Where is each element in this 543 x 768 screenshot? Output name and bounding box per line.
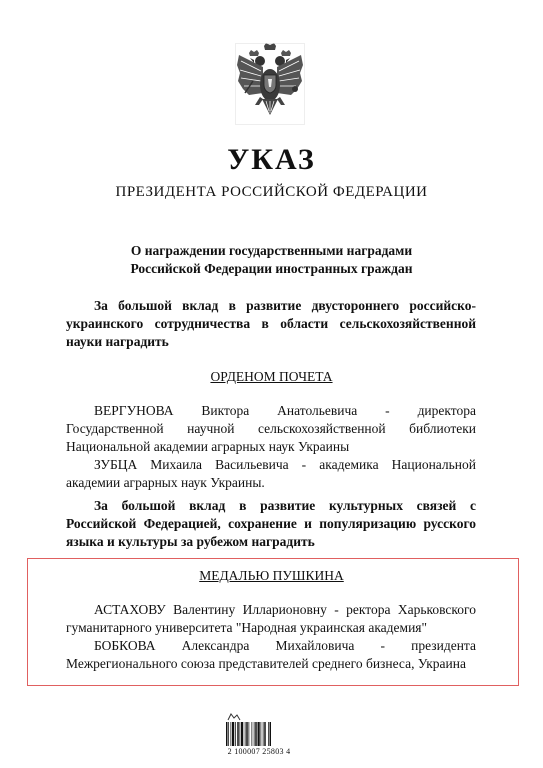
publisher-logo-icon <box>227 713 241 721</box>
recipient-paragraph: ЗУБЦА Михаила Васильевича - академика Национальной академии аграрных наук Украины. <box>66 457 476 490</box>
recipient-paragraph: БОБКОВА Александра Михайловича - президента Межрегионального союза представителей среднего бизнеса, Украина <box>66 638 476 671</box>
document-subtitle: ПРЕЗИДЕНТА РОССИЙСКОЙ ФЕДЕРАЦИИ <box>115 184 428 200</box>
recipient-paragraph: АСТАХОВУ Валентину Илларионовну - ректора Харьковского гуманитарного университета "Народная украинская академия" <box>66 602 476 635</box>
decree-heading-line: Российской Федерации иностранных граждан <box>130 261 413 276</box>
award-title: ОРДЕНОМ ПОЧЕТА <box>210 369 333 384</box>
coat-of-arms-icon <box>235 43 305 125</box>
barcode-icon <box>226 722 284 746</box>
document-title: УКАЗ <box>227 143 316 176</box>
decree-heading-line: О награждении государственными наградами <box>130 243 413 258</box>
recipient-paragraph: ВЕРГУНОВА Виктора Анатольевича - директора Государственной научной сельскохозяйственной библиотеки Национальной академии аграрных наук Украины <box>66 403 476 454</box>
decree-heading <box>0 242 543 278</box>
award-title: МЕДАЛЬЮ ПУШКИНА <box>199 568 344 583</box>
award-reason-paragraph: За большой вклад в развитие двустороннего российско-украинского сотрудничества в области сельскохозяйственной науки наградить <box>66 298 476 349</box>
barcode-number: 2 100007 25803 4 <box>227 747 291 756</box>
award-reason-paragraph: За большой вклад в развитие культурных связей с Российской Федерацией, сохранение и популяризацию русского языка и культуры за рубежом наградить <box>66 498 476 549</box>
